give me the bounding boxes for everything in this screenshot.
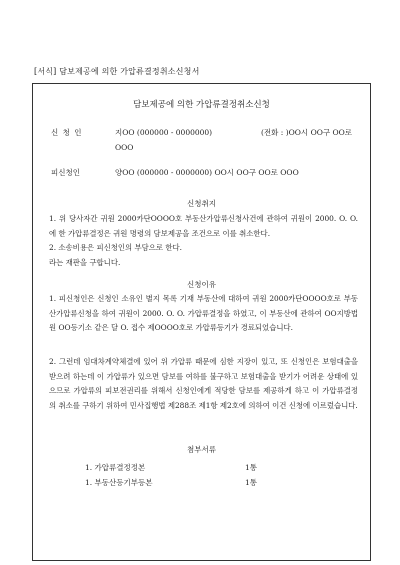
applicant-phone-address: (전화 : )OO시 OO구 OO로 [261,128,353,137]
form-caption: [서식] 담보제공에 의한 가압류결정취소신청서 [34,67,200,76]
reason-item-1: 1. 피신청인은 신청인 소유인 별지 목록 기재 부동산에 대하여 귀원 2000카단OOOO호로 부동산가압류신청을 하여 귀원이 2000. O. O. 가압류결정을 하였고, 이 부동산에 관하여 OO지방법원 OO등기소 같은 달 O. 접수 제OOOO호로 가압류등기가 경료되었습니다. [49,294,358,332]
respondent-label: 피신청인 [51,168,80,177]
attachment-qty: 1통 [245,463,258,472]
applicant-value: 지OO (000000 - 0000000) [115,128,213,137]
applicant-label: 신 청 인 [51,128,83,137]
purpose-item-1: 1. 위 당사자간 귀원 2000카단OOOO호 부동산가압류신청사건에 관하여 귀원이 2000. O. O.에 한 가압류결정은 귀원 명령의 담보제공을 조건으로 이를 취소한다. [49,214,358,238]
purpose-heading: 신청취지 [187,199,216,208]
respondent-value: 양OO (000000 - 0000000) OO시 OO구 OO로 OOO [115,168,299,177]
attachment-name: 1. 부동산등기부등본 [85,478,153,487]
attachment-name: 1. 가압류결정정본 [85,463,146,472]
reason-item-2: 2. 그런데 임대차계약체결에 있어 위 가압류 때문에 심한 지장이 있고, 또 신청인은 보험대출을 받으려 하는데 이 가압류가 있으면 담보를 여하를 불구하고 보험대출을 받기가 어려운 상태에 있으므로 가압류의 피보전권리를 위해서 신청인에게 적당한 담보를 제공하게 하고 이 가압류결정의 취소를 구하기 위하여 민사집행법 제288조 제1항 제2호에 의하여 이건 신청에 이르렀습니다. [49,357,358,410]
document-title: 담보제공에 의한 가압류결정취소신청 [133,100,270,110]
purpose-item-2: 2. 소송비용은 피신청인의 부담으로 한다. [49,243,183,252]
applicant-address-continued: OOO [115,143,134,152]
reason-heading: 신청이유 [187,280,216,289]
document-frame [32,83,371,561]
attachment-qty: 1통 [245,478,258,487]
purpose-closing: 라는 재판을 구합니다. [49,258,121,267]
attachments-heading: 첨부서류 [187,445,216,454]
